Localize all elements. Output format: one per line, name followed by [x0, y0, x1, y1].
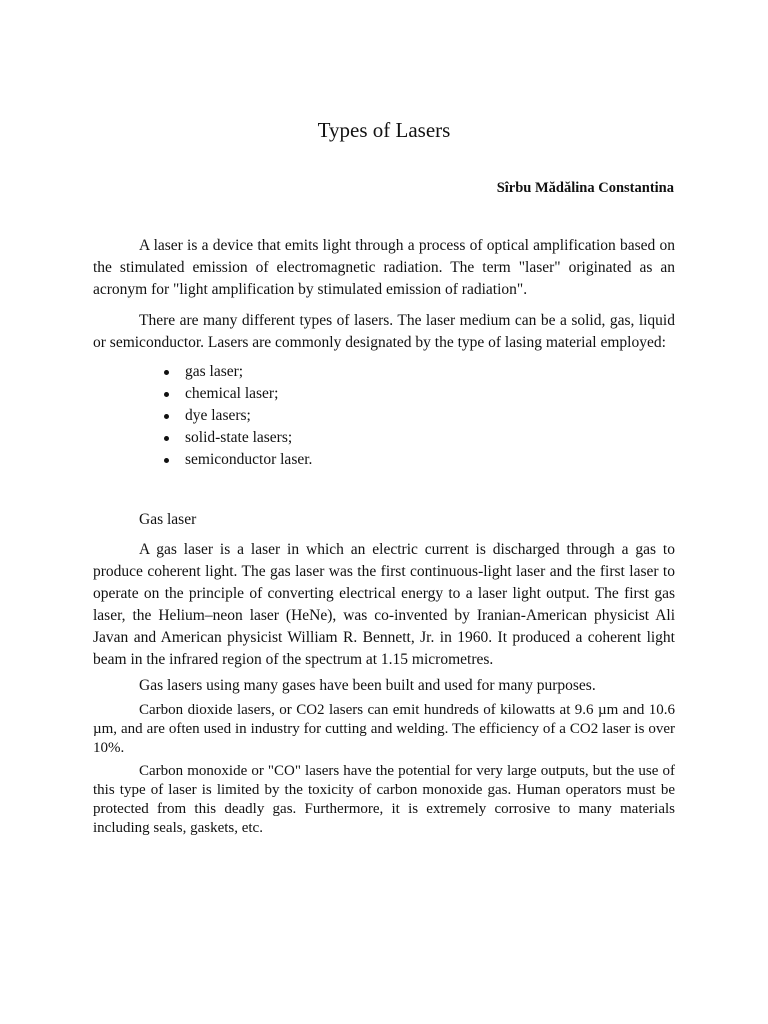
- intro-paragraph: A laser is a device that emits light through a process of optical amplification based on the stimulated emission of electromagnetic radiation. The term "laser" originated as an acronym for "light amplification by stimulated emission of radiation".: [93, 237, 675, 298]
- list-item: dye lasers;: [185, 405, 675, 427]
- list-item: semiconductor laser.: [185, 449, 675, 471]
- author-name: Sîrbu Mădălina Constantina: [496, 180, 674, 196]
- list-item: chemical laser;: [185, 383, 675, 405]
- section-heading: Gas laser: [139, 511, 197, 528]
- co2-laser-paragraph: Carbon dioxide lasers, or CO2 lasers can emit hundreds of kilowatts at 9.6 µm and 10.6 µm, and are often used in industry for cutting and welding. The efficiency of a CO2 laser is over 10%.: [93, 702, 675, 756]
- gas-laser-paragraph: A gas laser is a laser in which an electric current is discharged through a gas to produce coherent light. The gas laser was the first continuous-light laser and the first laser to operate on the principle of converting electrical energy to a laser light output. The first gas laser, the Helium–neon laser (HeNe), was co-invented by Iranian-American physicist Ali Javan and American physicist William R. Bennett, Jr. in 1960. It produced a coherent light beam in the infrared region of the spectrum at 1.15 micrometres.: [93, 541, 675, 668]
- laser-types-list: [93, 361, 675, 471]
- co-laser-paragraph: Carbon monoxide or "CO" lasers have the potential for very large outputs, but the use of this type of laser is limited by the toxicity of carbon monoxide gas. Human operators must be protected from this deadly gas. Furthermore, it is extremely corrosive to many materials including seals, gaskets, etc.: [93, 763, 675, 836]
- list-item: gas laser;: [185, 361, 675, 383]
- list-item: solid-state lasers;: [185, 427, 675, 449]
- gas-laser-uses-paragraph: Gas lasers using many gases have been built and used for many purposes.: [139, 677, 596, 694]
- document-body: [93, 235, 675, 838]
- types-paragraph: There are many different types of lasers. The laser medium can be a solid, gas, liquid or semiconductor. Lasers are commonly designated by the type of lasing material employed:: [93, 312, 675, 351]
- document-title: Types of Lasers: [317, 118, 451, 142]
